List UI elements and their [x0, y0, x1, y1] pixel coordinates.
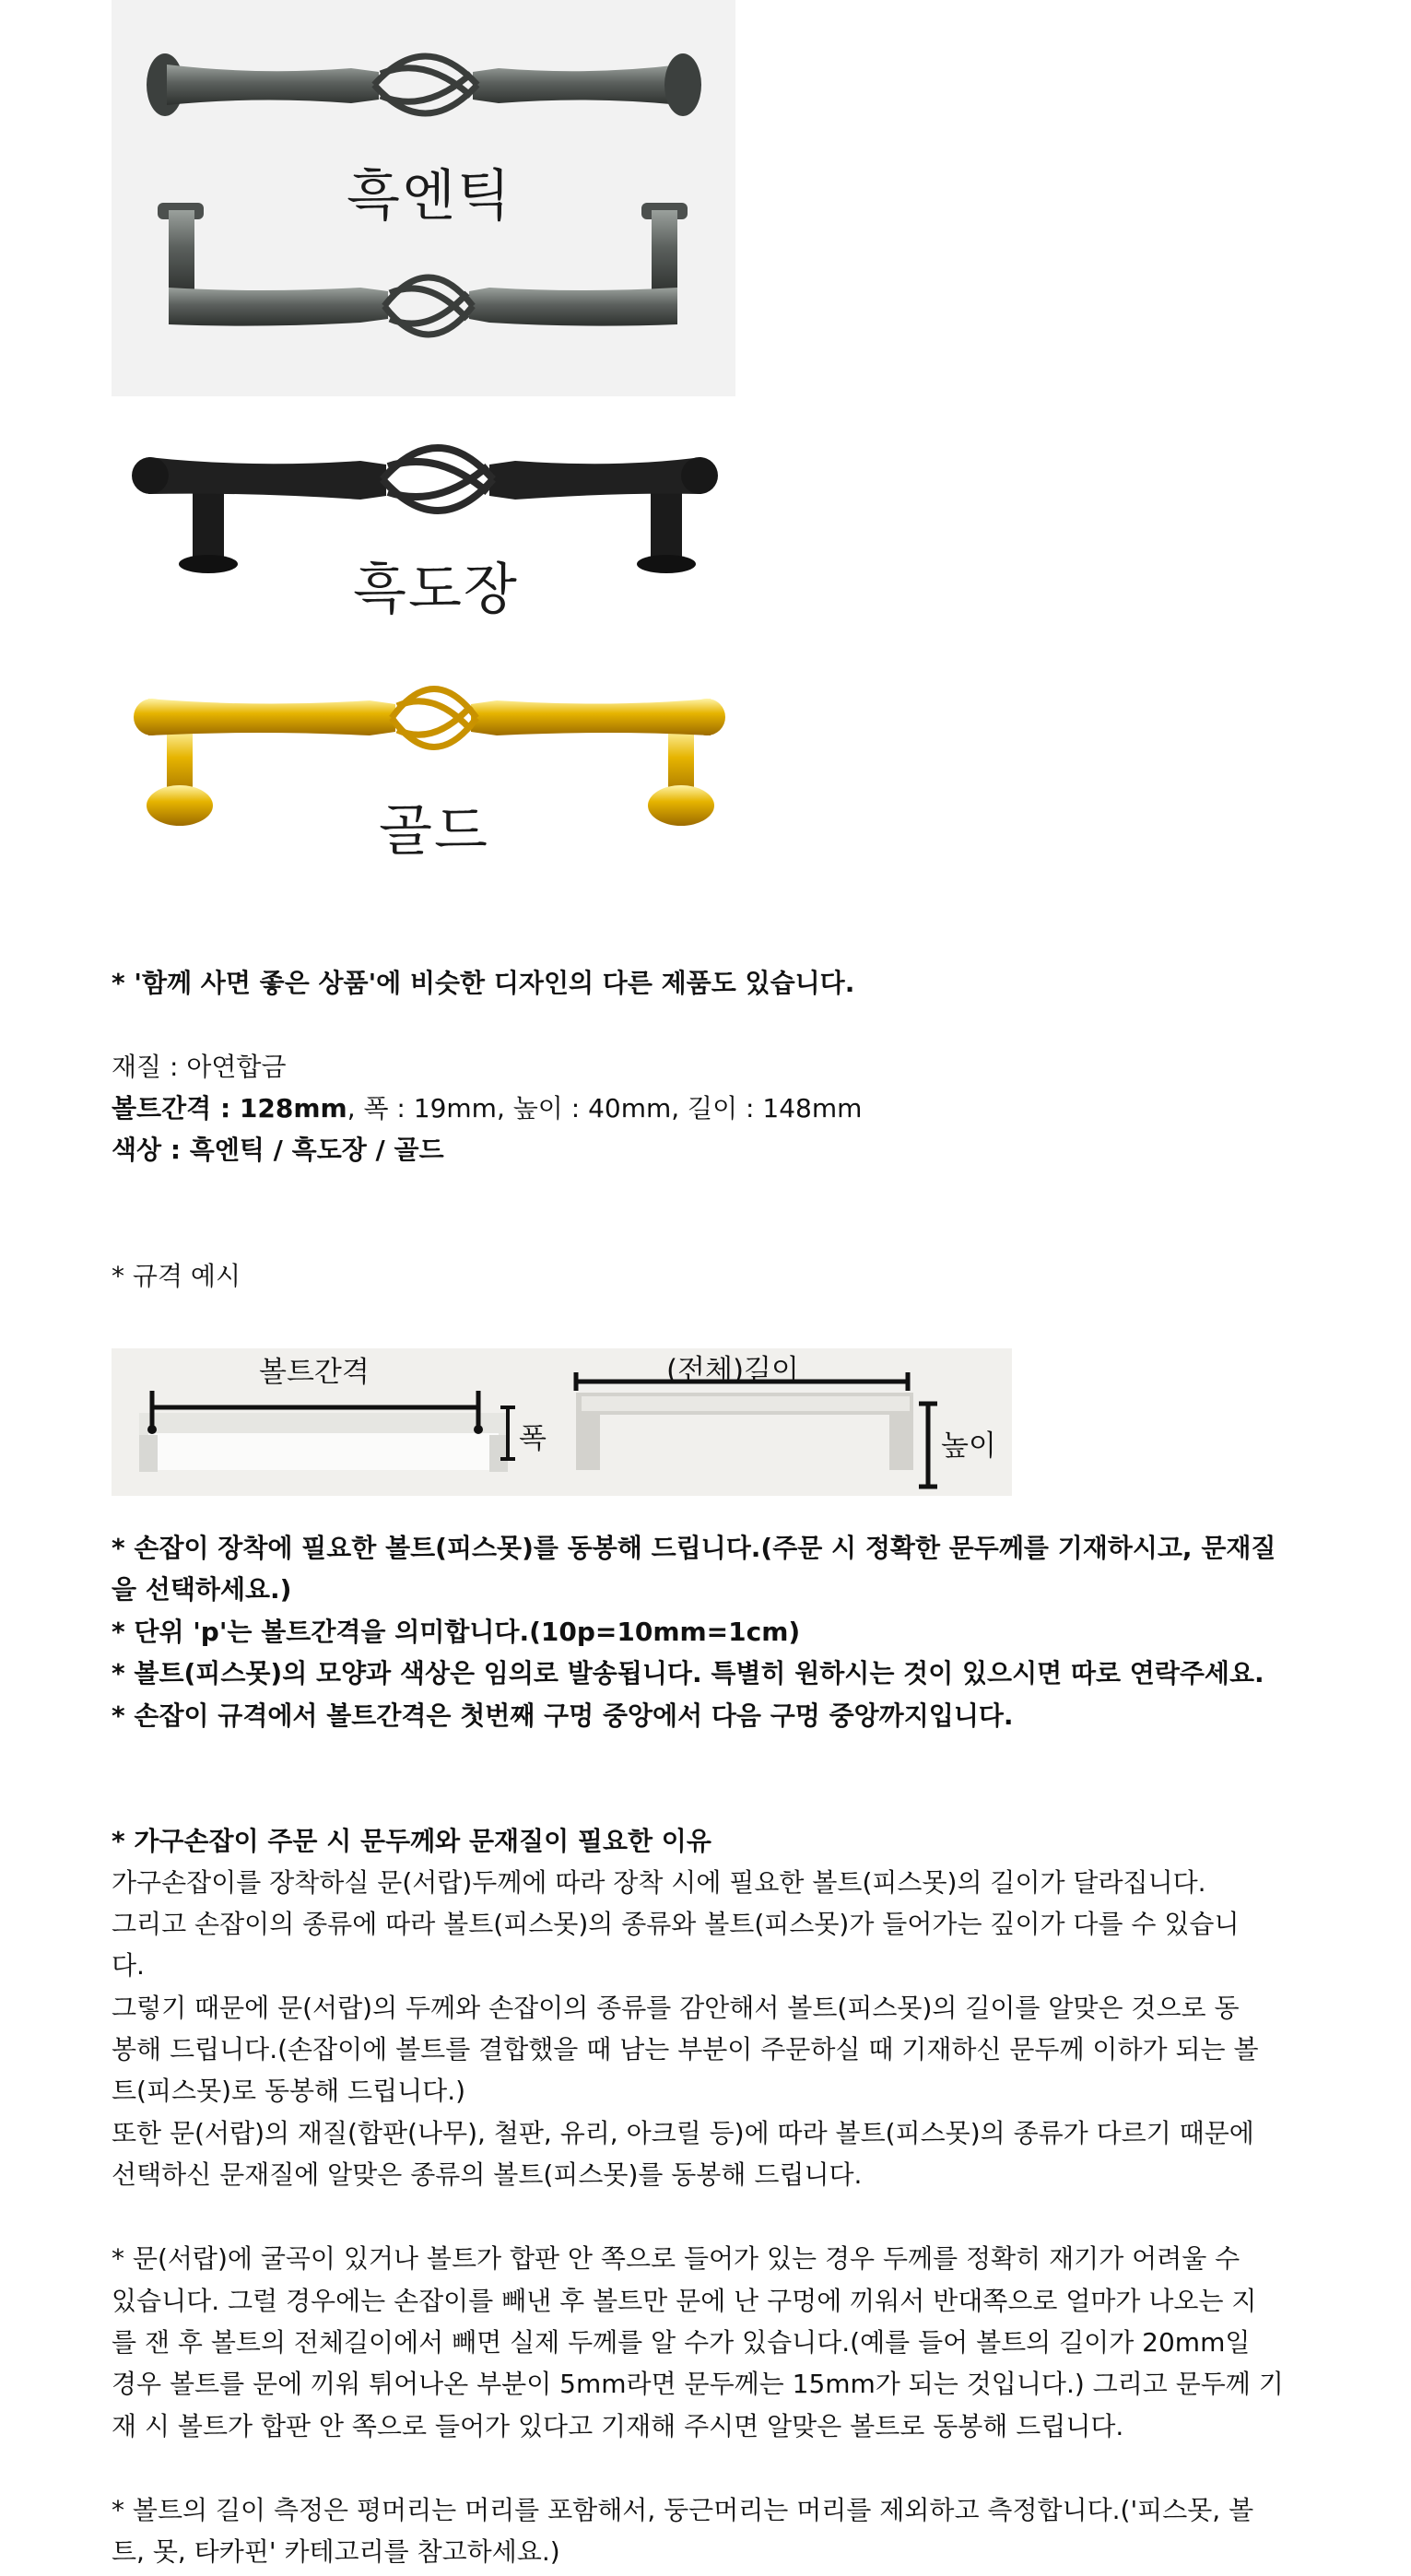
bolt-spacing-label: 볼트간격 — [259, 1356, 370, 1389]
height-label: 높이 — [941, 1429, 996, 1463]
reason-line: 선택하신 문재질에 알맞은 종류의 볼트(피스못)를 동봉해 드립니다. — [112, 2159, 863, 2190]
spacing-note-line: * 손잡이 규격에서 볼트간격은 첫번째 구멍 중앙에서 다음 구멍 중앙까지입니다. — [112, 1700, 1014, 1731]
variant-caption: 골드 — [379, 799, 489, 864]
measure-note-line: 경우 볼트를 문에 끼워 튀어나온 부분이 5mm라면 문두께는 15mm가 되는 것입니다.) 그리고 문두께 기 — [112, 2369, 1284, 2399]
antique-black-handle-photo — [112, 0, 735, 396]
gold-handle-photo — [112, 640, 735, 866]
bolt-spacing-spec: 볼트간격 : 128mm — [112, 1093, 347, 1123]
dimension-values: , 폭 : 19mm, 높이 : 40mm, 길이 : 148mm — [347, 1093, 863, 1123]
variant-caption: 흑엔틱 — [347, 164, 512, 229]
dimension-line — [112, 1088, 1328, 1130]
reason-line: 가구손잡이를 장착하실 문(서랍)두께에 따라 장착 시에 필요한 볼트(피스못)의 길이가 달라집니다. — [112, 1867, 1206, 1898]
material-line: 재질 : 아연합금 — [112, 1052, 287, 1082]
bolt-length-note-line: 트, 못, 타카핀' 카테고리를 참고하세요.) — [112, 2536, 560, 2567]
unit-note-line: * 단위 'p'는 볼트간격을 의미합니다.(10p=10mm=1cm) — [112, 1617, 801, 1647]
reason-line: 또한 문(서랍)의 재질(합판(나무), 철판, 유리, 아크릴 등)에 따라 볼트(피스못)의 종류가 다르기 때문에 — [112, 2118, 1254, 2148]
bolt-note-line: * 손잡이 장착에 필요한 볼트(피스못)를 동봉해 드립니다.(주문 시 정확한 문두께를 기재하시고, 문재질 — [112, 1533, 1276, 1563]
similar-products-notice: * '함께 사면 좋은 상품'에 비슷한 디자인의 다른 제품도 있습니다. — [112, 968, 855, 998]
total-length-label: (전체)길이 — [666, 1354, 799, 1387]
measure-note-line: 있습니다. 그럴 경우에는 손잡이를 빼낸 후 볼트만 문에 난 구멍에 끼워서 반대쪽으로 얼마가 나오는 지 — [112, 2286, 1257, 2316]
reason-line: 그리고 손잡이의 종류에 따라 볼트(피스못)의 종류와 볼트(피스못)가 들어가는 깊이가 다를 수 있습니 — [112, 1909, 1240, 1939]
reason-line: 그렇기 때문에 문(서랍)의 두께와 손잡이의 종류를 감안해서 볼트(피스못)의 길이를 알맞은 것으로 동 — [112, 1993, 1240, 2023]
bolt-length-note-line: * 볼트의 길이 측정은 평머리는 머리를 포함해서, 둥근머리는 머리를 제외하고 측정합니다.('피스못, 볼 — [112, 2495, 1254, 2525]
measure-note-line: 를 잰 후 볼트의 전체길이에서 빼면 실제 두께를 알 수가 있습니다.(예를 들어 볼트의 길이가 20mm일 — [112, 2327, 1251, 2358]
measure-note-line: * 문(서랍)에 굴곡이 있거나 볼트가 합판 안 쪽으로 들어가 있는 경우 두께를 정확히 재기가 어려울 수 — [112, 2243, 1241, 2274]
color-line: 색상 : 흑엔틱 / 흑도장 / 골드 — [112, 1135, 444, 1165]
bolt-spacing-diagram — [112, 1348, 563, 1496]
reason-title: * 가구손잡이 주문 시 문두께와 문재질이 필요한 이유 — [112, 1826, 711, 1856]
length-height-diagram — [563, 1348, 1012, 1496]
reason-line: 트(피스못)로 동봉해 드립니다.) — [112, 2076, 466, 2106]
measure-note-line: 재 시 볼트가 합판 안 쪽으로 들어가 있다고 기재해 주시면 알맞은 볼트로 동봉해 드립니다. — [112, 2411, 1124, 2441]
bolt-note-line: 을 선택하세요.) — [112, 1574, 292, 1605]
shape-note-line: * 볼트(피스못)의 모양과 색상은 임의로 발송됩니다. 특별히 원하시는 것이 있으시면 따로 연락주세요. — [112, 1658, 1264, 1688]
spec-example-heading: * 규격 예시 — [112, 1261, 241, 1291]
width-label: 폭 — [519, 1422, 547, 1455]
variant-caption: 흑도장 — [353, 558, 519, 622]
reason-line: 봉해 드립니다.(손잡이에 볼트를 결합했을 때 남는 부분이 주문하실 때 기재하신 문두께 이하가 되는 볼 — [112, 2034, 1259, 2064]
black-paint-handle-photo — [112, 417, 735, 627]
reason-line: 다. — [112, 1950, 145, 1981]
